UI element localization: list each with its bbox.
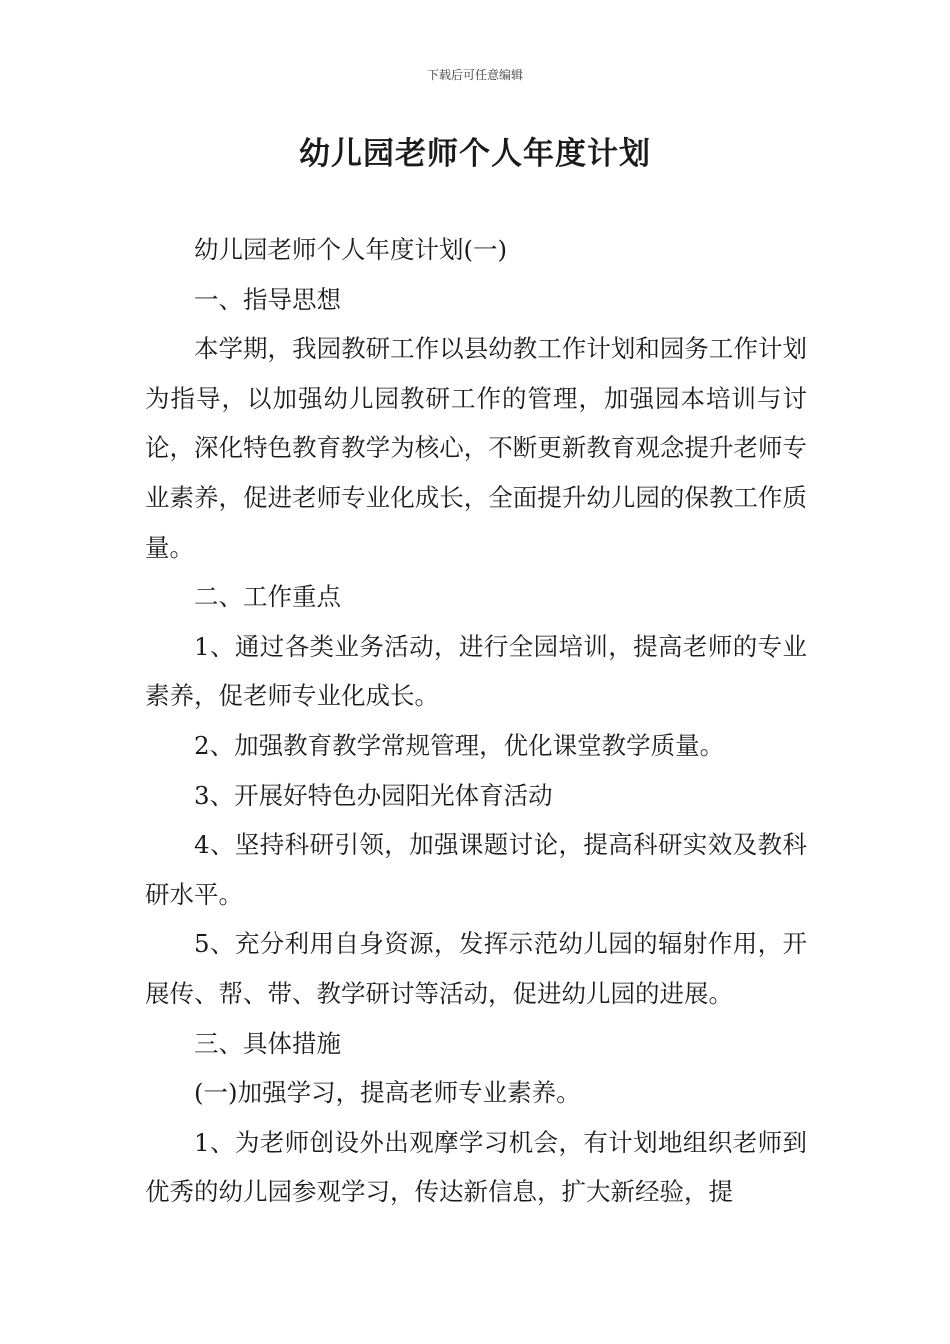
document-title: 幼儿园老师个人年度计划 [299, 136, 651, 172]
paragraph: (一)加强学习，提高老师专业素养。 [194, 1078, 581, 1108]
header-note: 下载后可任意编辑 [426, 68, 523, 82]
paragraph: 1、通过各类业务活动，进行全园培训，提高老师的专业素养，促老师专业化成长。 [145, 631, 807, 711]
paragraph: 3、开展好特色办园阳光体育活动 [194, 780, 553, 810]
paragraph: 本学期，我园教研工作以县幼教工作计划和园务工作计划为指导，以加强幼儿园教研工作的管理，加强园本培训与讨论，深化特色教育教学为核心，不断更新教育观念提升老师专业素养，促进老师专业化成长，全面提升幼儿园的保教工作质量。 [145, 334, 807, 562]
paragraph: 1、为老师创设外出观摩学习机会，有计划地组织老师到优秀的幼儿园参观学习，传达新信息，扩大新经验，提 [145, 1127, 807, 1207]
paragraph: 5、充分利用自身资源，发挥示范幼儿园的辐射作用，开展传、帮、带、教学研讨等活动，促进幼儿园的进展。 [145, 929, 807, 1008]
paragraph-heading: 三、具体措施 [194, 1028, 341, 1058]
paragraph-heading: 二、工作重点 [194, 582, 341, 612]
paragraph-heading: 一、指导思想 [194, 284, 341, 314]
paragraph-subtitle: 幼儿园老师个人年度计划(一) [194, 235, 508, 264]
paragraph: 4、坚持科研引领，加强课题讨论，提高科研实效及教科研水平。 [145, 830, 807, 909]
paragraph: 2、加强教育教学常规管理，优化课堂教学质量。 [194, 730, 725, 760]
document-body [145, 225, 807, 1217]
